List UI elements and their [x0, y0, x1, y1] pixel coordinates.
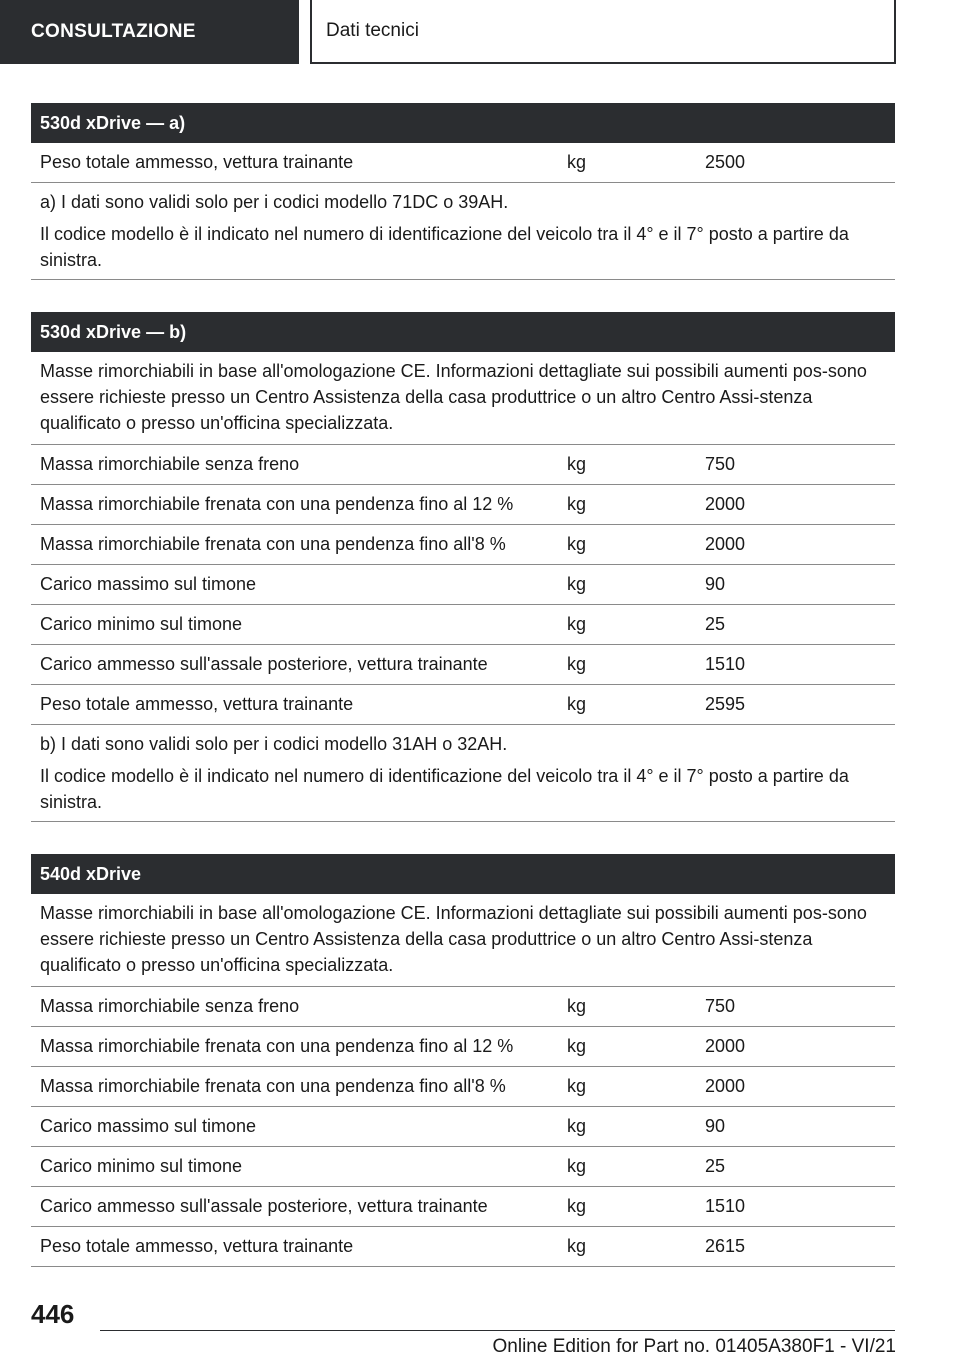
row-unit: kg: [567, 534, 587, 554]
chapter-header: [310, 0, 896, 64]
row-value: 2615: [705, 1236, 746, 1256]
spec-section-530d-b: [31, 312, 895, 822]
row-label: Massa rimorchiabile frenata con una pendenza fino al 12 %: [40, 494, 514, 514]
row-unit: kg: [567, 454, 587, 474]
table-row: [31, 525, 895, 565]
footnote: b) I dati sono validi solo per i codici modello 31AH o 32AH.: [40, 734, 508, 754]
row-unit: kg: [567, 574, 587, 594]
row-label: Peso totale ammesso, vettura trainante: [40, 1236, 354, 1256]
section-heading: 530d xDrive — b): [31, 312, 895, 352]
row-value: 2000: [705, 494, 746, 514]
section-tab: [0, 0, 299, 64]
row-unit: kg: [567, 996, 587, 1016]
row-label: Carico minimo sul timone: [40, 614, 243, 634]
section-heading: 530d xDrive — a): [31, 103, 895, 143]
footnote: a) I dati sono validi solo per i codici modello 71DC o 39AH.: [40, 192, 509, 212]
spec-section-530d-a: [31, 103, 895, 280]
footer-divider: [100, 1330, 895, 1331]
row-value: 2500: [705, 152, 746, 172]
footnote: Il codice modello è il indicato nel numero di identificazione del veicolo tra il 4° e il 7° posto a partire da sinistra.: [40, 766, 849, 812]
row-value: 2595: [705, 694, 746, 714]
row-unit: kg: [567, 152, 587, 172]
section-title: CONSULTAZIONE: [31, 21, 196, 42]
row-label: Carico massimo sul timone: [40, 574, 257, 594]
edition-label: Online Edition for Part no. 01405A380F1 - VI/21: [492, 1336, 896, 1357]
row-label: Massa rimorchiabile senza freno: [40, 454, 300, 474]
table-row: [31, 987, 895, 1027]
row-label: Massa rimorchiabile frenata con una pendenza fino al 12 %: [40, 1036, 514, 1056]
section-intro: Masse rimorchiabili in base all'omologazione CE. Informazioni dettagliate sui possibili aumenti pos-sono essere richieste presso un Centro Assistenza della casa produttrice o un altro Centro Assi-stenza qualificato o presso un'officina specializzata.: [31, 894, 895, 987]
document-content: [31, 103, 895, 1299]
table-row: [31, 445, 895, 485]
row-label: Carico massimo sul timone: [40, 1116, 257, 1136]
row-value: 90: [705, 1116, 726, 1136]
row-unit: kg: [567, 1036, 587, 1056]
table-row: [31, 1027, 895, 1067]
row-unit: kg: [567, 694, 587, 714]
table-row: [31, 1187, 895, 1227]
row-value: 750: [705, 454, 736, 474]
row-label: Massa rimorchiabile frenata con una pendenza fino all'8 %: [40, 1076, 506, 1096]
row-label: Carico minimo sul timone: [40, 1156, 243, 1176]
row-unit: kg: [567, 1076, 587, 1096]
row-value: 90: [705, 574, 726, 594]
table-row: [31, 485, 895, 525]
footnotes: [31, 725, 895, 822]
table-row: [31, 1227, 895, 1267]
row-value: 25: [705, 614, 726, 634]
row-unit: kg: [567, 614, 587, 634]
row-label: Peso totale ammesso, vettura trainante: [40, 694, 354, 714]
row-unit: kg: [567, 494, 587, 514]
row-label: Peso totale ammesso, vettura trainante: [40, 152, 354, 172]
row-unit: kg: [567, 654, 587, 674]
section-intro: Masse rimorchiabili in base all'omologazione CE. Informazioni dettagliate sui possibili aumenti pos-sono essere richieste presso un Centro Assistenza della casa produttrice o un altro Centro Assi-stenza qualificato o presso un'officina specializzata.: [31, 352, 895, 445]
table-row: [31, 1147, 895, 1187]
row-unit: kg: [567, 1196, 587, 1216]
row-unit: kg: [567, 1236, 587, 1256]
table-row: [31, 565, 895, 605]
chapter-title: Dati tecnici: [326, 20, 419, 41]
table-row: [31, 1107, 895, 1147]
row-value: 1510: [705, 654, 746, 674]
page-number: 446: [31, 1299, 75, 1329]
table-row: [31, 143, 895, 183]
row-label: Carico ammesso sull'assale posteriore, vettura trainante: [40, 654, 488, 674]
row-value: 2000: [705, 534, 746, 554]
table-row: [31, 605, 895, 645]
row-unit: kg: [567, 1116, 587, 1136]
row-value: 2000: [705, 1036, 746, 1056]
row-value: 1510: [705, 1196, 746, 1216]
row-unit: kg: [567, 1156, 587, 1176]
spec-section-540d: [31, 854, 895, 1267]
row-label: Carico ammesso sull'assale posteriore, vettura trainante: [40, 1196, 488, 1216]
row-label: Massa rimorchiabile senza freno: [40, 996, 300, 1016]
table-row: [31, 685, 895, 725]
row-value: 750: [705, 996, 736, 1016]
section-heading: 540d xDrive: [31, 854, 895, 894]
row-value: 2000: [705, 1076, 746, 1096]
footnotes: [31, 183, 895, 280]
row-value: 25: [705, 1156, 726, 1176]
table-row: [31, 1067, 895, 1107]
row-label: Massa rimorchiabile frenata con una pendenza fino all'8 %: [40, 534, 506, 554]
footnote: Il codice modello è il indicato nel numero di identificazione del veicolo tra il 4° e il 7° posto a partire da sinistra.: [40, 224, 849, 270]
table-row: [31, 645, 895, 685]
